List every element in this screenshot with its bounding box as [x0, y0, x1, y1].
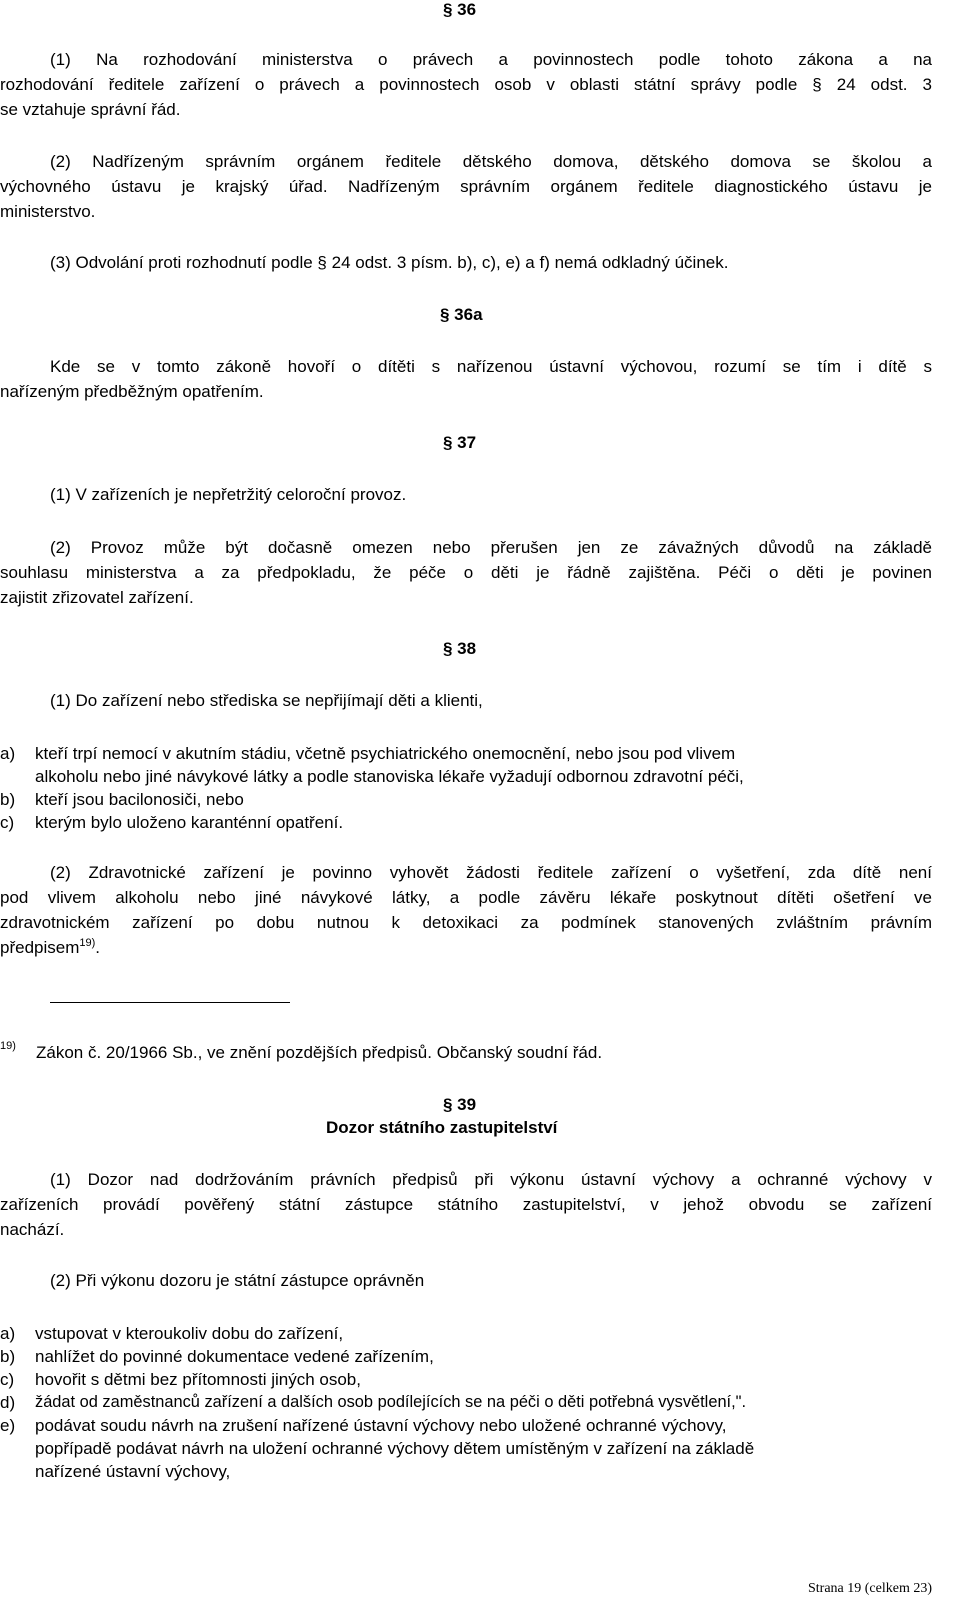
- s39-p1-line-2: zařízeních provádí pověřený státní zástupce státního zastupitelství, v jehož obvodu se zařízení: [0, 1195, 932, 1214]
- list-item-text: nahlížet do povinné dokumentace vedené zařízením,: [35, 1347, 434, 1366]
- s38-p2-line-4: [0, 935, 100, 960]
- s39-p2: (2) Při výkonu dozoru je státní zástupce oprávněn: [50, 1271, 425, 1290]
- list-item-label: d): [0, 1393, 16, 1412]
- list-item-text: kterým bylo uloženo karanténní opatření.: [35, 813, 344, 832]
- list-item-text: podávat soudu návrh na zrušení nařízené ústavní výchovy nebo uložené ochranné výchovy,: [35, 1416, 727, 1435]
- list-item-label: b): [0, 790, 16, 809]
- s36-p1-line-2: rozhodování ředitele zařízení o právech a povinnostech osob v oblasti státní správy podle § 24 odst. 3: [0, 75, 932, 94]
- page-number: Strana 19 (celkem 23): [807, 1581, 932, 1596]
- list-item-text: kteří jsou bacilonosiči, nebo: [35, 790, 244, 809]
- s36-p1-line-3: se vztahuje správní řád.: [0, 100, 181, 119]
- list-item-label: b): [0, 1347, 16, 1366]
- section-39-title: Dozor státního zastupitelství: [326, 1118, 558, 1137]
- list-item-label: c): [0, 813, 15, 832]
- section-36-heading: § 36: [443, 0, 477, 19]
- s38-p2-line-3: zdravotnickém zařízení po dobu nutnou k detoxikaci za podmínek stanovených zvláštním právním: [0, 913, 932, 932]
- s38-p1: (1) Do zařízení nebo střediska se nepřijímají děti a klienti,: [50, 691, 483, 710]
- list-item-text: vstupovat v kteroukoliv dobu do zařízení,: [35, 1324, 344, 1343]
- section-36a-heading: § 36a: [440, 305, 483, 324]
- s38-p2-end: .: [95, 938, 101, 957]
- s36-p2-line-3: ministerstvo.: [0, 202, 96, 221]
- section-39-heading: § 39: [443, 1095, 477, 1114]
- list-item-text: žádat od zaměstnanců zařízení a dalších osob podílejících se na péči o děti potřebná vysvětlení,".: [35, 1393, 747, 1411]
- s36-p1-line-1: (1) Na rozhodování ministerstva o právech a povinnostech podle tohoto zákona a na: [50, 50, 932, 69]
- list-item-text: kteří trpí nemocí v akutním stádiu, včetně psychiatrického onemocnění, nebo jsou pod vlivem: [35, 744, 736, 763]
- list-item-text: alkoholu nebo jiné návykové látky a podle stanoviska lékaře vyžadují odbornou zdravotní péči,: [35, 767, 744, 786]
- section-37-heading: § 37: [443, 433, 477, 452]
- s36-p3: (3) Odvolání proti rozhodnutí podle § 24 odst. 3 písm. b), c), e) a f) nemá odkladný účinek.: [50, 253, 729, 272]
- s37-p2-line-2: souhlasu ministerstva a za předpokladu, že péče o děti je řádně zajištěna. Péči o děti je povinen: [0, 563, 932, 582]
- s39-p1-line-1: (1) Dozor nad dodržováním právních předpisů při výkonu ústavní výchovy a ochranné výchovy v: [50, 1170, 932, 1189]
- footnote-mark: 19): [0, 1040, 16, 1052]
- s36-p2-line-1: (2) Nadřízeným správním orgánem ředitele dětského domova, dětského domova se školou a: [50, 152, 932, 171]
- list-item-label: c): [0, 1370, 15, 1389]
- s38-p2-line-2: pod vlivem alkoholu nebo jiné návykové látky, a podle závěru lékaře poskytnout dítěti ošetření ve: [0, 888, 932, 907]
- list-item-label: e): [0, 1416, 16, 1435]
- s38-p2-last-word: předpisem: [0, 938, 80, 957]
- s36a-p1-line-1: Kde se v tomto zákoně hovoří o dítěti s nařízenou ústavní výchovou, rozumí se tím i dítě s: [50, 357, 932, 376]
- s37-p2-line-1: (2) Provoz může být dočasně omezen nebo přerušen jen ze závažných důvodů na základě: [50, 538, 932, 557]
- list-item-text: popřípadě podávat návrh na uložení ochranné výchovy dětem umístěným v zařízení na základě: [35, 1439, 755, 1458]
- s37-p1: (1) V zařízeních je nepřetržitý celoroční provoz.: [50, 485, 407, 504]
- s36a-p1-line-2: nařízeným předběžným opatřením.: [0, 382, 264, 401]
- footnote-separator: [50, 1002, 290, 1003]
- s39-p1-line-3: nachází.: [0, 1220, 65, 1239]
- footnote-text: Zákon č. 20/1966 Sb., ve znění pozdějších předpisů. Občanský soudní řád.: [36, 1043, 603, 1062]
- s36-p2-line-2: výchovného ústavu je krajský úřad. Nadřízeným správním orgánem ředitele diagnostického ústavu je: [0, 177, 932, 196]
- s37-p2-line-3: zajistit zřizovatel zařízení.: [0, 588, 194, 607]
- list-item-text: nařízené ústavní výchovy,: [35, 1462, 231, 1481]
- list-item-text: hovořit s dětmi bez přítomnosti jiných osob,: [35, 1370, 361, 1389]
- section-38-heading: § 38: [443, 639, 477, 658]
- list-item-label: a): [0, 1324, 16, 1343]
- list-item-label: a): [0, 744, 16, 763]
- footnote-ref: 19): [79, 937, 96, 949]
- s38-p2-line-1: (2) Zdravotnické zařízení je povinno vyhovět žádosti ředitele zařízení o vyšetření, zda dítě není: [50, 863, 932, 882]
